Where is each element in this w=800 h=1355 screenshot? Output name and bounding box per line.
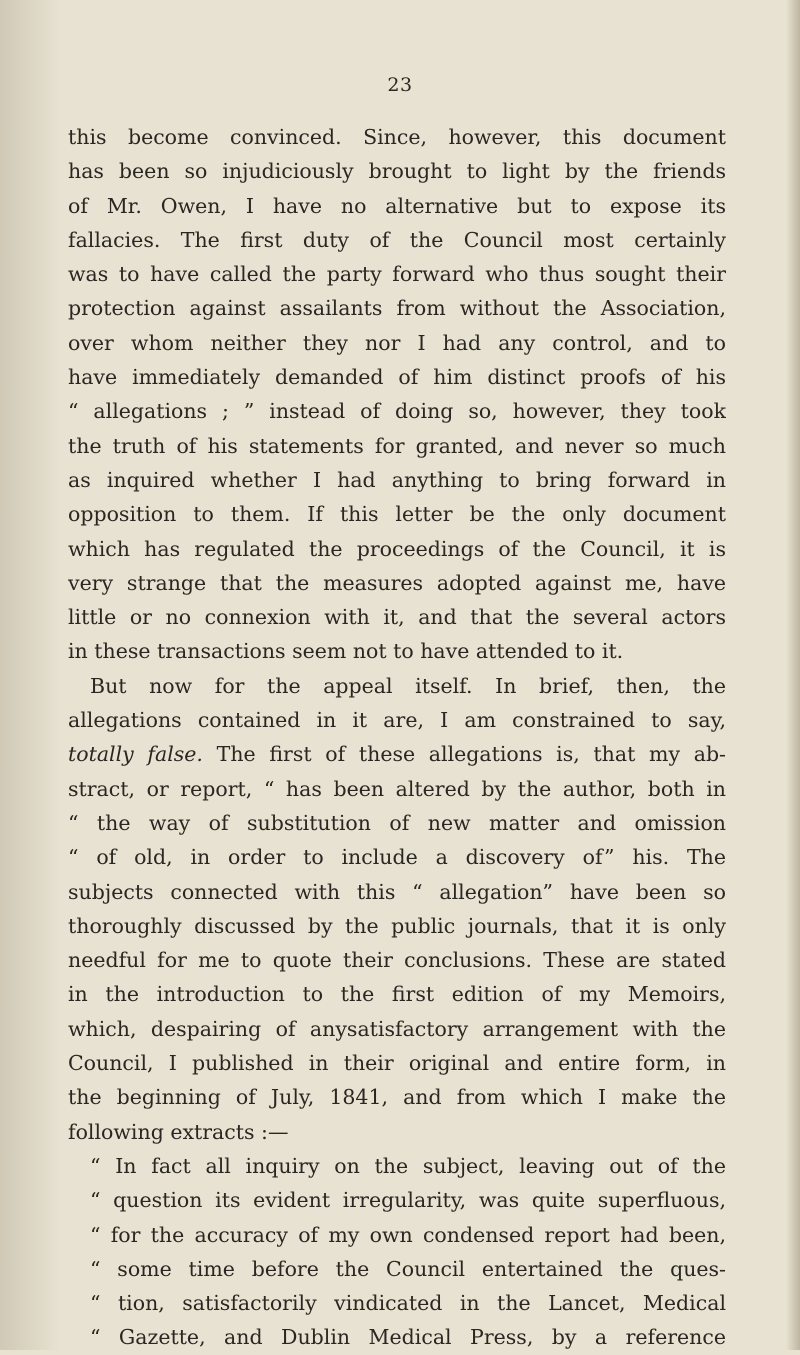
text-line: protection against assailants from without the Association, (68, 296, 726, 321)
text-line: have immediately demanded of him distinct proofs of his (68, 365, 726, 390)
text-line: little or no connexion with it, and that the several actors (68, 605, 726, 630)
text-line: “ the way of substitution of new matter and omission (68, 810, 726, 835)
body-text (68, 120, 726, 1355)
text-line: of Mr. Owen, I have no alternative but to expose its (68, 193, 726, 218)
text-line: But now for the appeal itself. In brief, then, the (90, 673, 726, 698)
text-line: “ of old, in order to include a discovery of” his. The (68, 845, 726, 870)
quote-line: “ some time before the Council entertained the ques- (90, 1256, 726, 1281)
quote-line: “ tion, satisfactorily vindicated in the Lancet, Medical (90, 1291, 726, 1316)
text-line: needful for me to quote their conclusions. These are stated (68, 948, 726, 973)
text-line: as inquired whether I had anything to bring forward in (68, 467, 726, 492)
text-line: which has regulated the proceedings of the Council, it is (68, 536, 726, 561)
text-line: the beginning of July, 1841, and from which I make the (68, 1085, 726, 1110)
text-line: over whom neither they nor I had any control, and to (68, 330, 726, 355)
quote-line: “ Gazette, and Dublin Medical Press, by a reference (90, 1325, 726, 1350)
text-line: this become convinced. Since, however, this document (68, 125, 726, 149)
text-line: was to have called the party forward who thus sought their (68, 262, 726, 287)
text-line: allegations contained in it are, I am constrained to say, (68, 708, 726, 733)
text-line: following extracts :— (68, 1119, 289, 1144)
text-line: very strange that the measures adopted against me, have (68, 570, 726, 595)
text-line: which, despairing of anysatisfactory arrangement with the (68, 1016, 726, 1041)
quote-line: “ In fact all inquiry on the subject, leaving out of the (90, 1153, 726, 1178)
text-line-rest: The first of these allegations is, that my ab- (216, 742, 726, 767)
quote-line: “ for the accuracy of my own condensed report had been, (90, 1222, 726, 1247)
text-line: has been so injudiciously brought to light by the friends (68, 159, 726, 184)
page-number: 23 (387, 74, 413, 96)
text-line: in the introduction to the first edition of my Memoirs, (68, 982, 726, 1007)
text-line: opposition to them. If this letter be the only document (68, 502, 726, 527)
page-edge (786, 0, 800, 1350)
text-line: “ allegations ; ” instead of doing so, however, they took (68, 399, 726, 424)
page-shadow (0, 0, 60, 1350)
text-line-with-italic (68, 737, 726, 771)
quote-line: “ question its evident irregularity, was quite superfluous, (90, 1188, 726, 1213)
text-line: the truth of his statements for granted, and never so much (68, 433, 726, 458)
text-line: in these transactions seem not to have attended to it. (68, 639, 624, 664)
text-line: stract, or report, “ has been altered by the author, both in (68, 776, 726, 801)
text-line: fallacies. The first duty of the Council most certainly (68, 227, 726, 252)
text-line: subjects connected with this “ allegation” have been so (68, 879, 726, 904)
text-line: Council, I published in their original and entire form, in (68, 1051, 726, 1076)
text-line: thoroughly discussed by the public journals, that it is only (68, 913, 726, 938)
italic-phrase: totally false. (68, 742, 203, 767)
